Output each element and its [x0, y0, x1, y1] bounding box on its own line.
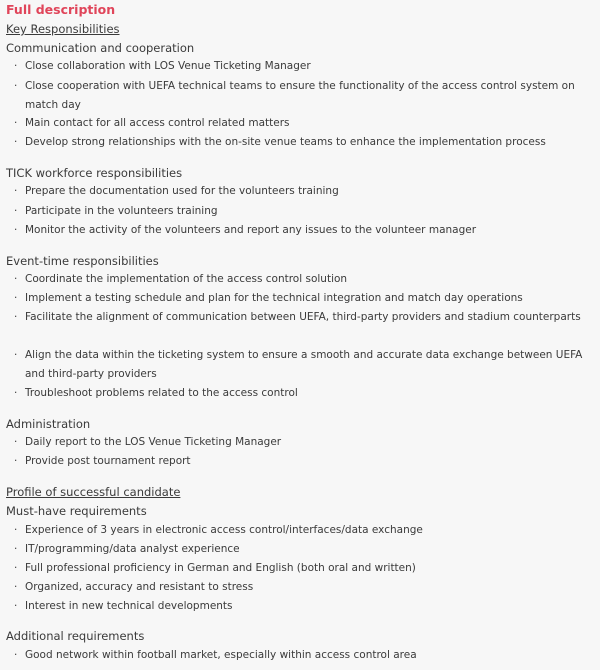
- list-item: · Implement a testing schedule and plan for the technical integration and match day operations: [14, 289, 590, 308]
- list-item: · Troubleshoot problems related to the access control: [14, 384, 590, 403]
- bullet-icon: ·: [14, 543, 18, 555]
- section-heading: Communication and cooperation: [6, 41, 195, 55]
- bullet-icon: ·: [14, 349, 18, 361]
- bullet-icon: ·: [14, 117, 18, 129]
- bullet-icon: ·: [14, 292, 18, 304]
- list-item: · IT/programming/data analyst experience: [14, 540, 590, 559]
- bullet-icon: ·: [14, 185, 18, 197]
- list-item: · Experience of 3 years in electronic access control/interfaces/data exchange: [14, 521, 590, 540]
- bullet-icon: ·: [14, 205, 18, 217]
- bullet-icon: ·: [14, 649, 18, 661]
- bullet-icon: ·: [14, 224, 18, 236]
- list-item: · Daily report to the LOS Venue Ticketing Manager: [14, 433, 590, 452]
- list-item: · Participate in the volunteers training: [14, 202, 590, 221]
- bullet-icon: ·: [14, 136, 18, 148]
- bullet-icon: ·: [14, 524, 18, 536]
- list-item: · Good network within football market, especially within access control area: [14, 646, 590, 665]
- key-responsibilities-heading: Key Responsibilities: [6, 22, 120, 36]
- list-item: · Develop strong relationships with the on-site venue teams to enhance the implementation process: [14, 133, 590, 152]
- list-item: · Close cooperation with UEFA technical teams to ensure the functionality of the access control system on match day: [14, 77, 590, 115]
- list-item: · Align the data within the ticketing system to ensure a smooth and accurate data exchange between UEFA and third-party providers: [14, 346, 590, 384]
- list-item: · Monitor the activity of the volunteers and report any issues to the volunteer manager: [14, 221, 590, 240]
- bullet-icon: ·: [14, 600, 18, 612]
- section-heading: Additional requirements: [6, 629, 145, 643]
- list-item: · Prepare the documentation used for the volunteers training: [14, 182, 590, 201]
- bullet-icon: ·: [14, 562, 18, 574]
- section-heading: TICK workforce responsibilities: [6, 166, 183, 180]
- bullet-icon: ·: [14, 581, 18, 593]
- bullet-icon: ·: [14, 387, 18, 399]
- bullet-icon: ·: [14, 80, 18, 92]
- bullet-icon: ·: [14, 273, 18, 285]
- profile-heading: Profile of successful candidate: [6, 485, 181, 499]
- list-item: · Organized, accuracy and resistant to stress: [14, 578, 590, 597]
- list-item: · Provide post tournament report: [14, 452, 590, 471]
- full-description-title: Full description: [6, 2, 116, 17]
- list-item: · Close collaboration with LOS Venue Ticketing Manager: [14, 57, 590, 76]
- list-item: · Facilitate the alignment of communication between UEFA, third-party providers and stadium counterparts: [14, 308, 590, 327]
- list-item: · Full professional proficiency in German and English (both oral and written): [14, 559, 590, 578]
- list-item: · Main contact for all access control related matters: [14, 114, 590, 133]
- section-heading: Administration: [6, 417, 91, 431]
- bullet-icon: ·: [14, 455, 18, 467]
- section-heading: Event-time responsibilities: [6, 254, 159, 268]
- list-item: · Interest in new technical developments: [14, 597, 590, 616]
- bullet-icon: ·: [14, 60, 18, 72]
- list-item: · Coordinate the implementation of the access control solution: [14, 270, 590, 289]
- section-heading: Must-have requirements: [6, 504, 147, 518]
- bullet-icon: ·: [14, 311, 18, 323]
- bullet-icon: ·: [14, 436, 18, 448]
